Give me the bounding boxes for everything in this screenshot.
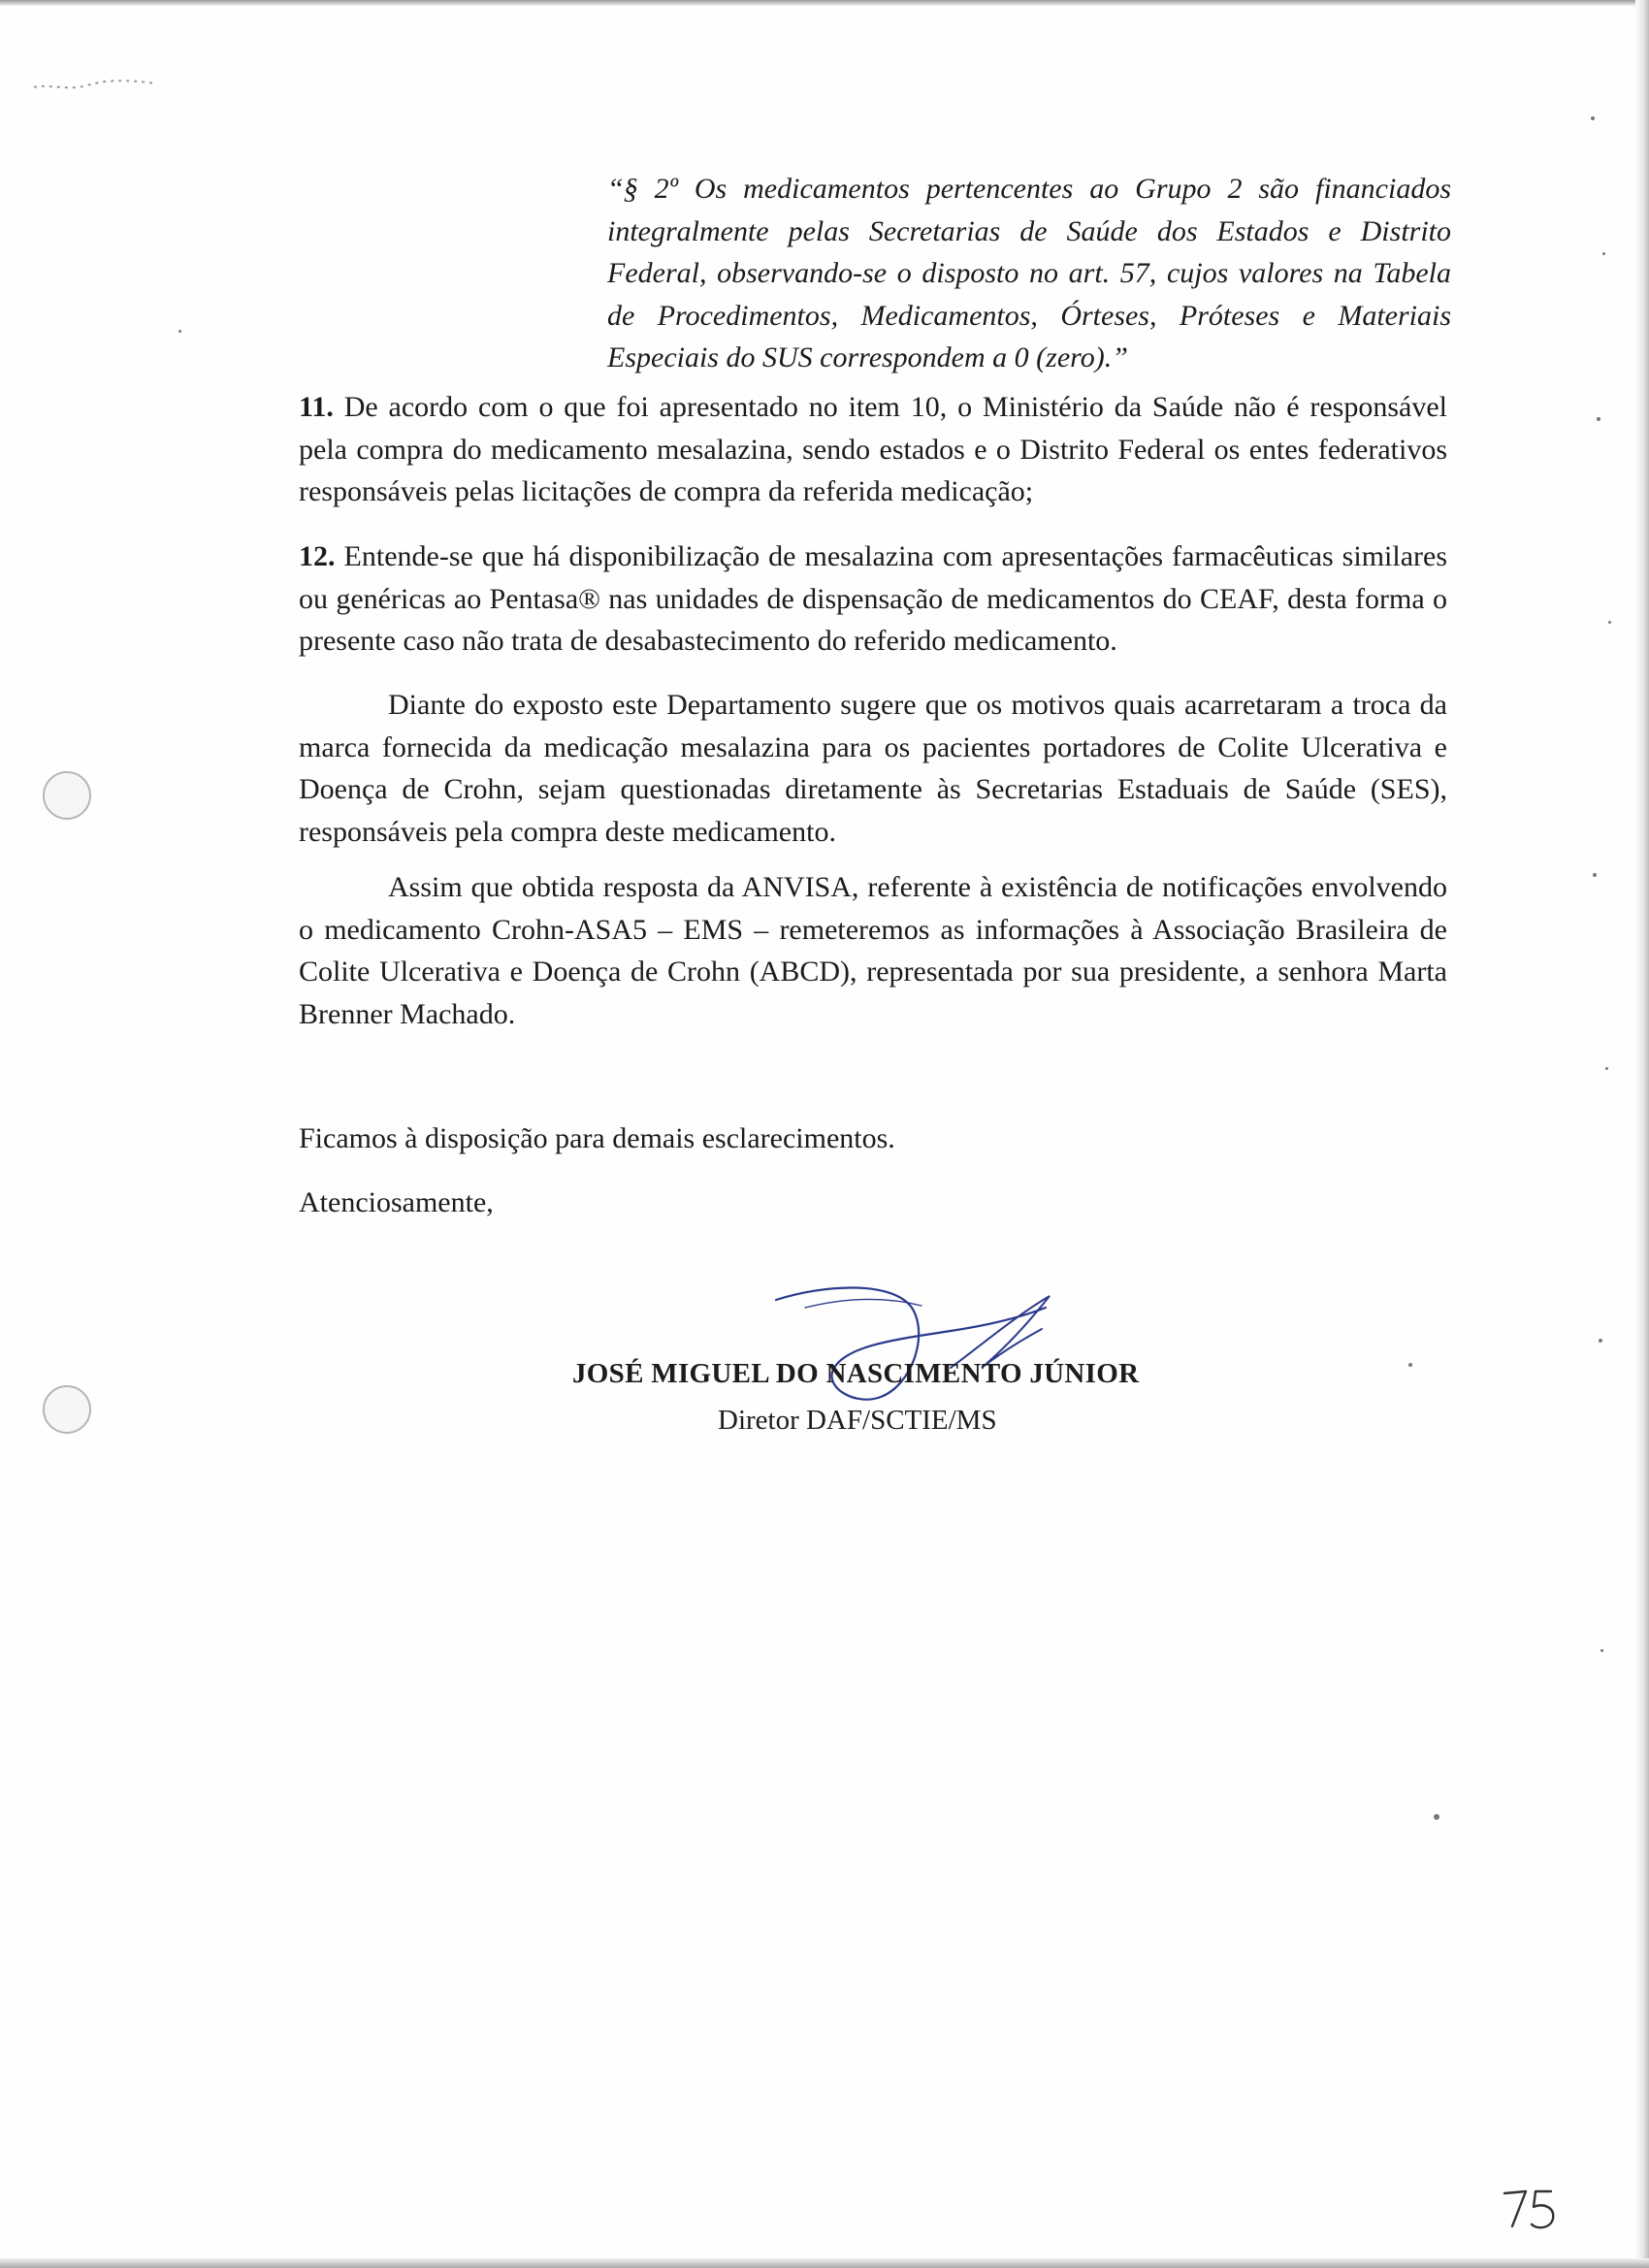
item-11	[299, 386, 1447, 513]
signatory-title: Diretor DAF/SCTIE/MS	[718, 1405, 997, 1436]
paragraph-anvisa: Assim que obtida resposta da ANVISA, referente à existência de notificações envolvendo o medicamento Crohn-ASA5 – EMS – remeteremos as informações à Associação Brasileira de Colite Ulcerativa e Doença de Crohn (ABCD), representada por sua presidente, a senhora Marta Brenner Machado.	[299, 871, 1447, 1030]
scan-top-edge	[0, 0, 1649, 6]
scan-right-edge	[1635, 0, 1649, 2268]
handwritten-page-number	[1499, 2178, 1576, 2236]
scan-speck	[1408, 1363, 1412, 1367]
scan-speck	[1593, 873, 1597, 877]
legal-quote: “§ 2º Os medicamentos pertencentes ao Grupo 2 são financiados integralmente pelas Secretarias de Saúde dos Estados e Distrito Federal, observando-se o disposto no art. 57, cujos valores na Tabela de Procedimentos, Medicamentos, Órteses, Próteses e Materiais Especiais do SUS correspondem a 0 (zero).”	[607, 173, 1451, 373]
item-text: Entende-se que há disponibilização de mesalazina com apresentações farmacêuticas similares ou genéricas ao Pentasa® nas unidades de dispensação de medicamentos do CEAF, desta forma o presente caso não trata de desabastecimento do referido medicamento.	[299, 540, 1447, 657]
scan-speck	[1599, 1339, 1602, 1343]
scan-speck	[1434, 1814, 1439, 1820]
item-text: De acordo com o que foi apresentado no item 10, o Ministério da Saúde não é responsável pela compra do medicamento mesalazina, sendo estados e o Distrito Federal os entes federativos responsáveis pelas licitações de compra da referida medicação;	[299, 391, 1447, 507]
scan-smudge	[29, 66, 165, 105]
scan-speck	[1602, 252, 1605, 255]
paragraph-recommendation: Diante do exposto este Departamento sugere que os motivos quais acarretaram a troca da marca fornecida da medicação mesalazina para os pacientes portadores de Colite Ulcerativa e Doença de Crohn, sejam questionadas diretamente às Secretarias Estaduais de Saúde (SES), responsáveis pela compra deste medicamento.	[299, 689, 1447, 848]
closing-salutation: Atenciosamente,	[299, 1186, 494, 1218]
signatory-name: JOSÉ MIGUEL DO NASCIMENTO JÚNIOR	[572, 1358, 1140, 1389]
item-number: 11.	[299, 391, 334, 423]
punch-hole	[43, 771, 91, 820]
scan-speck	[178, 330, 181, 333]
scan-speck	[1605, 1067, 1608, 1070]
scan-speck	[1600, 1649, 1603, 1652]
closing-availability: Ficamos à disposição para demais esclarecimentos.	[299, 1122, 895, 1154]
item-12	[299, 535, 1447, 663]
punch-hole	[43, 1385, 91, 1434]
scan-speck	[1608, 621, 1611, 624]
handwritten-signature	[766, 1279, 1077, 1424]
item-number: 12.	[299, 540, 336, 572]
scan-speck	[1597, 417, 1600, 421]
scan-bottom-edge	[0, 2258, 1649, 2268]
scan-speck	[1591, 116, 1595, 120]
